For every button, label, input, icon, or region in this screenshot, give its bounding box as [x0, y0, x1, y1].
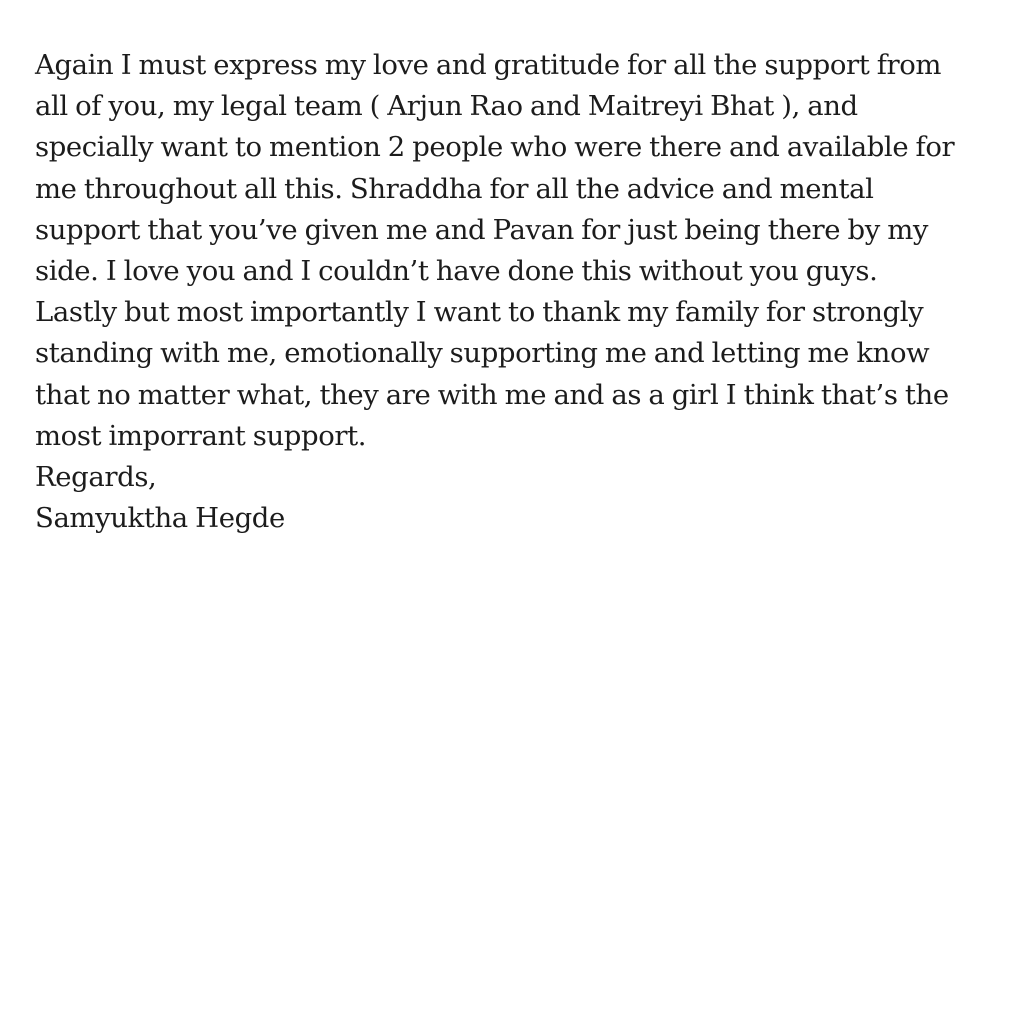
- body-line-8: standing with me, emotionally supporting me and letting me know: [35, 337, 930, 370]
- body-line-1: Again I must express my love and gratitude for all the support from: [35, 49, 942, 81]
- body-line-6: side. I love you and I couldn’t have done this without you guys.: [35, 255, 878, 288]
- body-line-4: me throughout all this. Shraddha for all the advice and mental: [35, 172, 874, 205]
- signature-line: Samyuktha Hegde: [35, 502, 285, 535]
- body-line-10: most imporrant support.: [35, 419, 367, 452]
- note-text-block: [35, 45, 1020, 539]
- body-line-9: that no matter what, they are with me and as a girl I think that’s the: [35, 378, 949, 411]
- body-line-2: all of you, my legal team ( Arjun Rao and Maitreyi Bhat ), and: [35, 90, 858, 123]
- body-line-5: support that you’ve given me and Pavan for just being there by my: [35, 213, 929, 246]
- body-line-3: specially want to mention 2 people who were there and available for: [35, 131, 955, 164]
- body-line-7: Lastly but most importantly I want to thank my family for strongly: [35, 296, 924, 329]
- closing-line: Regards,: [35, 461, 157, 494]
